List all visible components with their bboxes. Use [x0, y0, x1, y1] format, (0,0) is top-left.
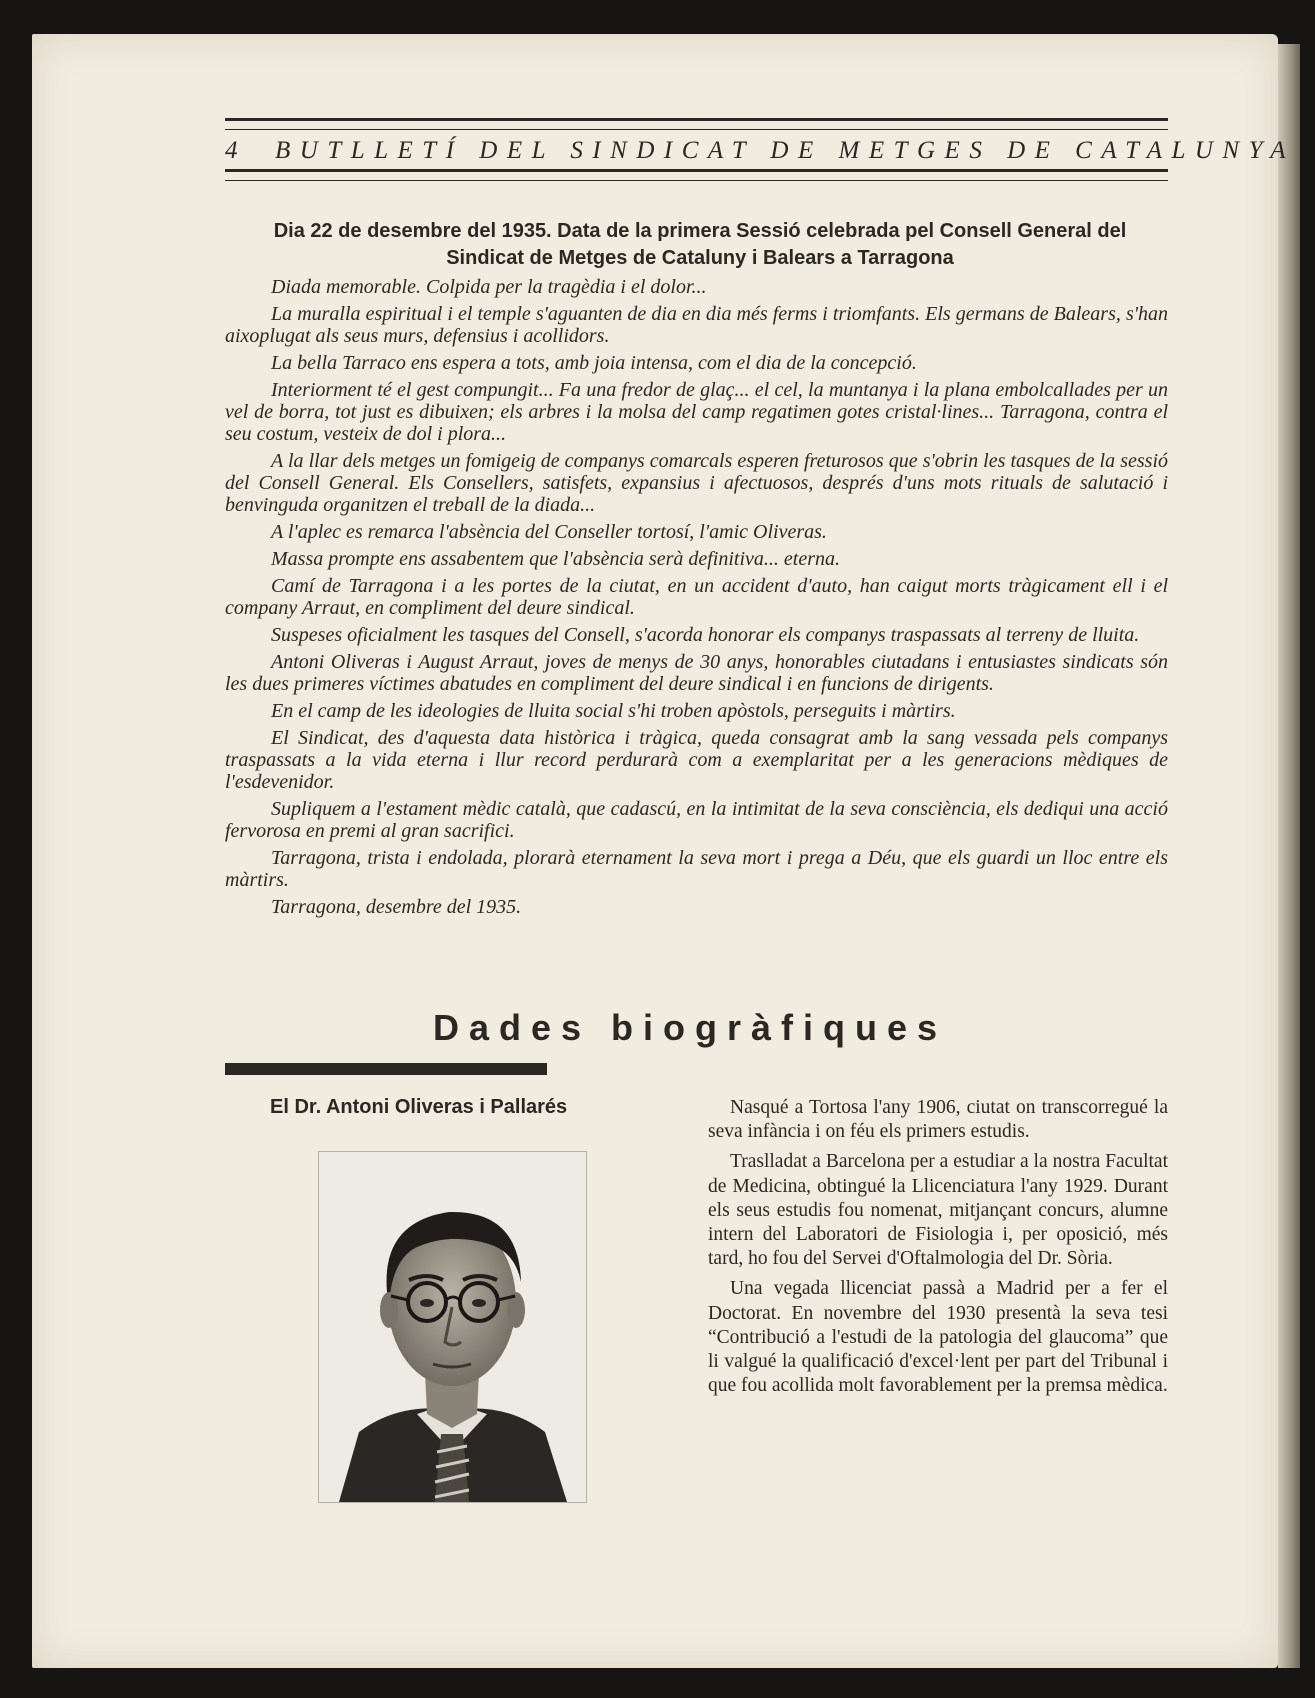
- article-paragraph: A l'aplec es remarca l'absència del Conseller tortosí, l'amic Oliveras.: [271, 521, 827, 543]
- article-paragraph: En el camp de les ideologies de lluita social s'hi troben apòstols, perseguits i màrtirs.: [271, 700, 956, 722]
- article-paragraph: Tarragona, trista i endolada, plorarà eternament la seva mort i prega a Déu, que els guardi un lloc entre els màrtirs.: [225, 847, 1168, 891]
- article-title-line-2: Sindicat de Metges de Cataluny i Balears a Tarragona: [446, 247, 954, 269]
- journal-title: BUTLLETÍ DEL SINDICAT DE METGES DE CATALUNYA: [275, 137, 1296, 164]
- biography-paragraph: Nasqué a Tortosa l'any 1906, ciutat on transcorregué la seva infància i on féu els primers estudis.: [708, 1097, 1168, 1143]
- article-paragraph: Diada memorable. Colpida per la tragèdia i el dolor...: [271, 276, 707, 298]
- biography-paragraph: Una vegada llicenciat passà a Madrid per a fer el Doctorat. En novembre del 1930 presentà la seva tesi “Contribució a l'estudi de la patologia del glaucoma” que li valgué la qualificació d'excel·lent per part del Tribunal i que fou acollida molt favorablement per la premsa mèdica.: [708, 1278, 1168, 1397]
- biography-paragraph: Traslladat a Barcelona per a estudiar a la nostra Facultat de Medicina, obtingué la Llicenciatura l'any 1929. Durant els seus estudis fou nomenat, mitjançant concurs, alumne intern del Laboratori de Fisiologia i, per oposició, més tard, ho fou del Servei d'Oftalmologia del Dr. Sòria.: [708, 1151, 1168, 1270]
- article-paragraph: El Sindicat, des d'aquesta data històrica i tràgica, queda consagrat amb la sang vessada pels companys traspassats a la vida eterna i llur record perdurarà com a exemplaritat per a les generacions mèdiques de l'esdevenidor.: [225, 727, 1168, 793]
- person-name: El Dr. Antoni Oliveras i Pallarés: [270, 1096, 568, 1118]
- article-paragraph: A la llar dels metges un fomigeig de companys comarcals esperen freturosos que s'obrin les tasques de la sessió del Consell General. Els Consellers, satisfets, expansius i afectuosos, després d'uns mots rituals de salutació i benvinguda organitzen el treball de la diada...: [225, 450, 1168, 516]
- header-rule-top: [225, 118, 1168, 130]
- biography-text: [708, 1096, 1168, 1404]
- article-title-line-1: Dia 22 de desembre del 1935. Data de la primera Sessió celebrada pel Consell General del: [273, 220, 1127, 242]
- article-dateline: Tarragona, desembre del 1935.: [271, 896, 522, 918]
- article-paragraph: Antoni Oliveras i August Arraut, joves de menys de 30 anys, honorables ciutadans i entusiastes sindicats són les dues primeres víctimes abatudes en compliment del deure sindical i en funcions de dirigents.: [225, 651, 1168, 695]
- article-paragraph: Massa prompte ens assabentem que l'absència serà definitiva... eterna.: [271, 548, 841, 570]
- article-paragraph: Suspeses oficialment les tasques del Consell, s'acorda honorar els companys traspassats al terreny de lluita.: [271, 624, 1140, 646]
- page-number: 4: [225, 137, 238, 164]
- portrait-illustration: [319, 1152, 586, 1502]
- header-rule-bottom: [225, 169, 1168, 181]
- running-header: [225, 133, 1296, 167]
- section-title: Dades biogràfiques: [432, 1007, 948, 1048]
- article-paragraph: La bella Tarraco ens espera a tots, amb joia intensa, com el dia de la concepció.: [271, 352, 917, 374]
- portrait-photo: [318, 1151, 587, 1503]
- article-paragraph: Interiorment té el gest compungit... Fa una fredor de glaç... el cel, la muntanya i la plana embolcallades per un vel de borra, tot just es dibuixen; els arbres i la molsa del camp regatimen gotes cristal·lines... Tarragona, contra el seu costum, vesteix de dol i plora...: [225, 379, 1168, 445]
- article-paragraph: La muralla espiritual i el temple s'aguanten de dia en dia més ferms i triomfants. Els germans de Balears, s'han aixoplugat als seus murs, defensius i acollidors.: [225, 303, 1168, 347]
- section-divider-bar: [225, 1063, 547, 1075]
- article-paragraph: Camí de Tarragona i a les portes de la ciutat, en un accident d'auto, han caigut morts tràgicament ell i el company Arraut, en compliment del deure sindical.: [225, 575, 1168, 619]
- article-title: [225, 218, 1175, 272]
- page-edge: [1278, 44, 1300, 1668]
- article-paragraph: Supliquem a l'estament mèdic català, que cadascú, en la intimitat de la seva consciència, els dediqui una acció fervorosa en premi al gran sacrifici.: [225, 798, 1168, 842]
- article-body: [225, 276, 1168, 923]
